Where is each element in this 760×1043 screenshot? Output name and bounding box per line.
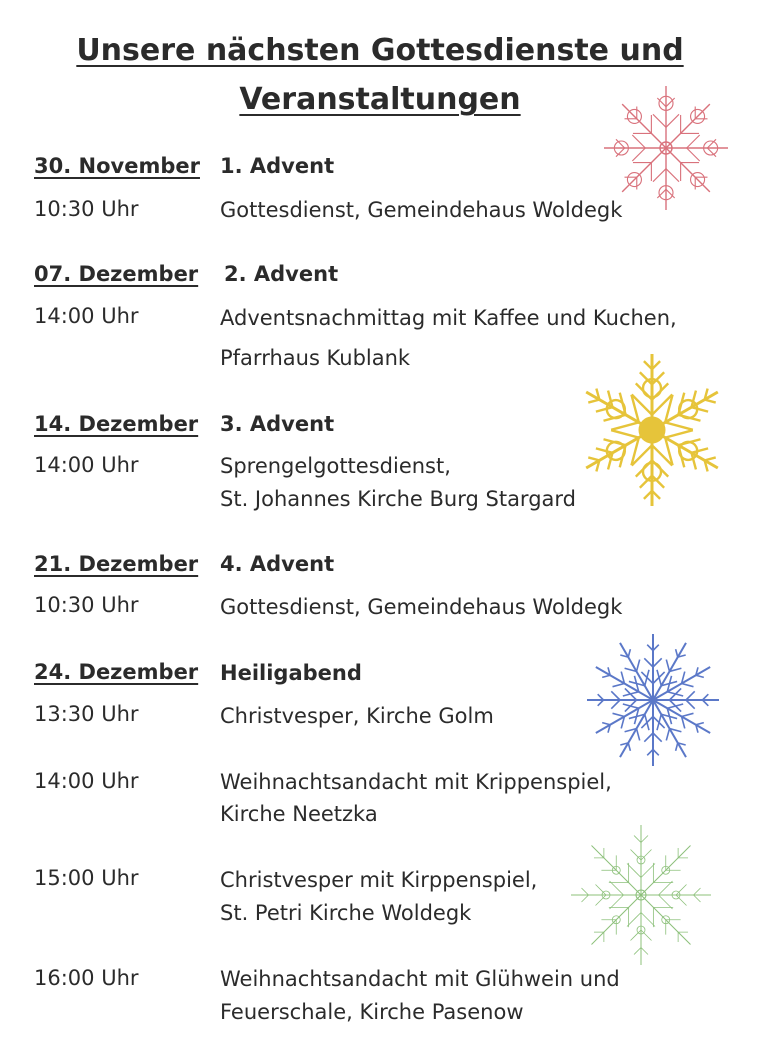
- snowflake-icon: [598, 80, 734, 216]
- event-description: Adventsnachmittag mit Kaffee und Kuchen,: [220, 306, 677, 330]
- event-description: Weihnachtsandacht mit Glühwein und: [220, 967, 620, 991]
- event-time: 14:00 Uhr: [34, 453, 139, 477]
- event-date: 21. Dezember: [34, 552, 199, 576]
- event-date: 07. Dezember: [34, 262, 199, 286]
- event-time: 15:00 Uhr: [34, 866, 139, 890]
- event-time: 10:30 Uhr: [34, 197, 139, 221]
- event-description: Christvesper, Kirche Golm: [220, 704, 494, 728]
- page-title-line-2: Veranstaltungen: [239, 82, 521, 117]
- event-date: 14. Dezember: [34, 412, 199, 436]
- event-description: Christvesper mit Kirppenspiel,: [220, 868, 538, 892]
- snowflake-icon: [578, 630, 728, 770]
- event-description: Feuerschale, Kirche Pasenow: [220, 1000, 524, 1024]
- event-time: 14:00 Uhr: [34, 769, 139, 793]
- event-description: Gottesdienst, Gemeindehaus Woldegk: [220, 595, 623, 619]
- event-description: Gottesdienst, Gemeindehaus Woldegk: [220, 198, 623, 222]
- event-heading: 1. Advent: [220, 154, 335, 178]
- event-time: 10:30 Uhr: [34, 593, 139, 617]
- snowflake-icon: [572, 350, 732, 510]
- event-description: St. Petri Kirche Woldegk: [220, 901, 472, 925]
- event-heading: Heiligabend: [220, 661, 362, 685]
- event-heading: 4. Advent: [220, 552, 335, 576]
- event-description: Weihnachtsandacht mit Krippenspiel,: [220, 770, 612, 794]
- event-description: Sprengelgottesdienst,: [220, 454, 451, 478]
- event-time: 14:00 Uhr: [34, 304, 139, 328]
- page-title: Unsere nächsten Gottesdienste und: [76, 33, 684, 68]
- event-description: St. Johannes Kirche Burg Stargard: [220, 487, 576, 511]
- snowflake-icon: [566, 820, 716, 970]
- event-date: 24. Dezember: [34, 660, 199, 684]
- event-heading: 3. Advent: [220, 412, 335, 436]
- event-time: 13:30 Uhr: [34, 702, 139, 726]
- event-description: Pfarrhaus Kublank: [220, 346, 411, 370]
- event-time: 16:00 Uhr: [34, 966, 139, 990]
- event-description: Kirche Neetzka: [220, 802, 378, 826]
- event-heading: 2. Advent: [224, 262, 339, 286]
- event-date: 30. November: [34, 154, 200, 178]
